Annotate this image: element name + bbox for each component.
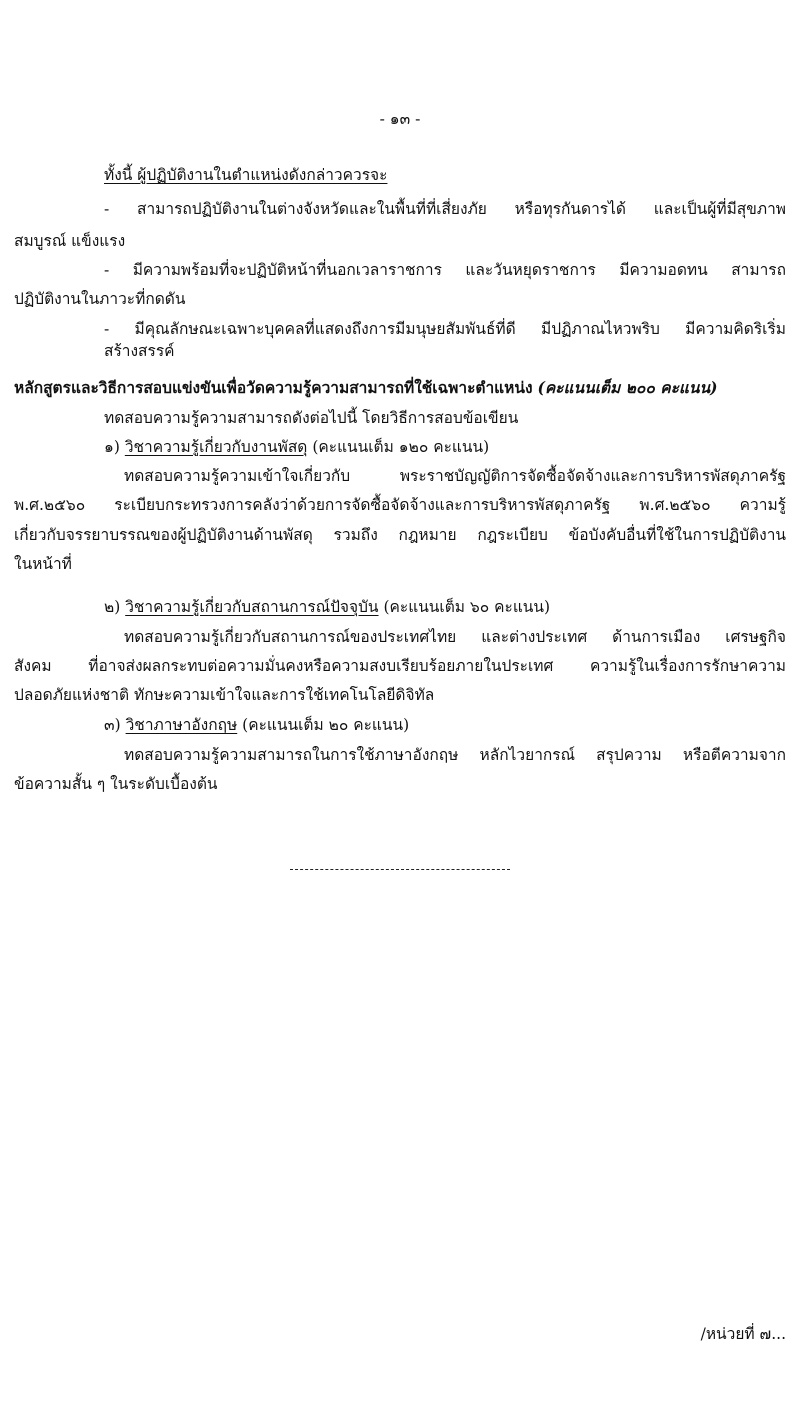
qualification-item-2-line-2: ปฏิบัติงานในภาวะที่กดดัน: [14, 290, 186, 308]
qualification-item-2-line-1: - มีความพร้อมที่จะปฏิบัติหน้าที่นอกเวลาราชการ และวันหยุดราชการ มีความอดทน สามารถ: [104, 261, 786, 279]
subject-3-number: ๓): [104, 716, 121, 734]
subject-3-score: (คะแนนเต็ม ๒๐ คะแนน): [242, 716, 410, 734]
qualification-item-1-line-1: - สามารถปฏิบัติงานในต่างจังหวัดและในพื้นที่ที่เสี่ยงภัย หรือทุรกันดารได้ และเป็นผู้ที่มีสุขภาพ: [104, 200, 786, 218]
exam-heading-title: หลักสูตรและวิธีการสอบแข่งขันเพื่อวัดความรู้ความสามารถที่ใช้เฉพาะตำแหน่ง: [14, 378, 533, 397]
subject-1-score: (คะแนนเต็ม ๑๒๐ คะแนน): [312, 438, 490, 456]
subject-1-heading: [104, 436, 489, 458]
end-separator: [290, 869, 510, 870]
next-page-marker: /หน่วยที่ ๗...: [700, 1325, 786, 1343]
subject-2-heading: [104, 596, 550, 618]
qualification-heading: ทั้งนี้ ผู้ปฏิบัติงานในตำแหน่งดังกล่าวควรจะ: [104, 166, 388, 184]
exam-intro: ทดสอบความรู้ความสามารถดังต่อไปนี้ โดยวิธีการสอบข้อเขียน: [104, 409, 519, 427]
subject-1-title: วิชาความรู้เกี่ยวกับงานพัสดุ: [124, 438, 308, 456]
subject-3-title: วิชาภาษาอังกฤษ: [125, 716, 238, 734]
subject-1-line-4: ในหน้าที่: [14, 555, 72, 573]
subject-1-line-2: พ.ศ.๒๕๖๐ ระเบียบกระทรวงการคลังว่าด้วยการจัดซื้อจัดจ้างและการบริหารพัสดุภาครัฐ พ.ศ.๒๕๖๐ ความรู้: [14, 496, 786, 514]
qualification-item-3-line-1: - มีคุณลักษณะเฉพาะบุคคลที่แสดงถึงการมีมนุษยสัมพันธ์ที่ดี มีปฏิภาณไหวพริบ มีความคิดริเริ่มสร้างสรรค์: [104, 320, 786, 360]
exam-heading-score: (คะแนนเต็ม ๒๐๐ คะแนน): [537, 378, 718, 397]
subject-1-number: ๑): [104, 438, 120, 456]
subject-2-line-3: ปลอดภัยแห่งชาติ ทักษะความเข้าใจและการใช้เทคโนโลยีดิจิทัล: [14, 686, 435, 704]
subject-3-line-1: ทดสอบความรู้ความสามารถในการใช้ภาษาอังกฤษ หลักไวยากรณ์ สรุปความ หรือตีความจาก: [124, 746, 786, 764]
subject-3-heading: [104, 714, 409, 736]
subject-2-line-1: ทดสอบความรู้เกี่ยวกับสถานการณ์ของประเทศไทย และต่างประเทศ ด้านการเมือง เศรษฐกิจ: [124, 628, 786, 646]
subject-1-line-1: ทดสอบความรู้ความเข้าใจเกี่ยวกับ พระราชบัญญัติการจัดซื้อจัดจ้างและการบริหารพัสดุภาครัฐ: [124, 467, 786, 485]
exam-heading: [14, 377, 786, 399]
subject-2-number: ๒): [104, 598, 121, 616]
subject-2-line-2: สังคม ที่อาจส่งผลกระทบต่อความมั่นคงหรือความสงบเรียบร้อยภายในประเทศ ความรู้ในเรื่องการรักษาความ: [14, 657, 786, 675]
subject-2-score: (คะแนนเต็ม ๖๐ คะแนน): [383, 598, 551, 616]
subject-3-line-2: ข้อความสั้น ๆ ในระดับเบื้องต้น: [14, 775, 218, 793]
qualification-item-1-line-2: สมบูรณ์ แข็งแรง: [14, 232, 126, 250]
page-number: - ๑๓ -: [379, 110, 421, 128]
subject-2-title: วิชาความรู้เกี่ยวกับสถานการณ์ปัจจุบัน: [125, 598, 379, 616]
subject-1-line-3: เกี่ยวกับจรรยาบรรณของผู้ปฏิบัติงานด้านพัสดุ รวมถึง กฎหมาย กฎระเบียบ ข้อบังคับอื่นที่ใช้ในการปฏิบัติงาน: [14, 526, 786, 544]
